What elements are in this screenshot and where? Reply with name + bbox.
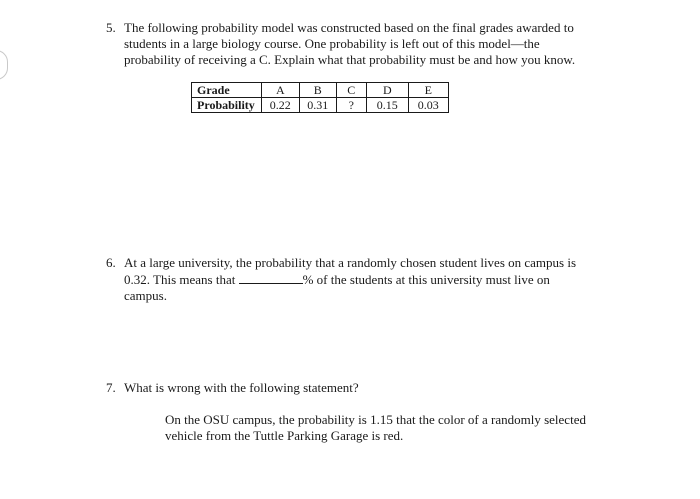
table-row (192, 83, 449, 98)
row-label-grade: Grade (192, 83, 262, 98)
grade-cell: E (408, 83, 448, 98)
probability-cell: 0.22 (261, 98, 299, 113)
grade-cell: A (261, 83, 299, 98)
question-text-fragment: % of the students at this university must live on (302, 272, 550, 287)
question-number: 7. (106, 380, 116, 395)
statement-line: On the OSU campus, the probability is 1.15 that the color of a randomly selected (165, 412, 586, 427)
question-text-line: At a large university, the probability that a randomly chosen student lives on campus is (124, 255, 577, 270)
question-7-statement (165, 412, 586, 444)
grade-cell: C (336, 83, 366, 98)
question-text-fragment: 0.32. This means that (124, 272, 239, 287)
page-edge-tab (0, 50, 8, 80)
question-text-line: probability of receiving a C. Explain what that probability must be and how you know. (124, 52, 576, 67)
row-label-probability: Probability (192, 98, 262, 113)
answer-blank[interactable] (239, 271, 303, 284)
question-number: 6. (106, 255, 116, 270)
probability-cell: 0.03 (408, 98, 448, 113)
grade-probability-table (191, 82, 449, 113)
probability-cell: ? (336, 98, 366, 113)
question-text-line (124, 271, 576, 288)
question-prompt: What is wrong with the following statement? (124, 380, 359, 395)
question-number: 5. (106, 20, 116, 35)
question-text-line: The following probability model was constructed based on the final grades awarded to (124, 20, 574, 35)
question-text-line: campus. (124, 288, 167, 303)
table-row (192, 98, 449, 113)
statement-line: vehicle from the Tuttle Parking Garage is red. (165, 428, 404, 443)
probability-cell: 0.15 (366, 98, 408, 113)
grade-cell: D (366, 83, 408, 98)
grade-cell: B (299, 83, 336, 98)
probability-cell: 0.31 (299, 98, 336, 113)
question-text-line: students in a large biology course. One probability is left out of this model—the (124, 36, 540, 51)
